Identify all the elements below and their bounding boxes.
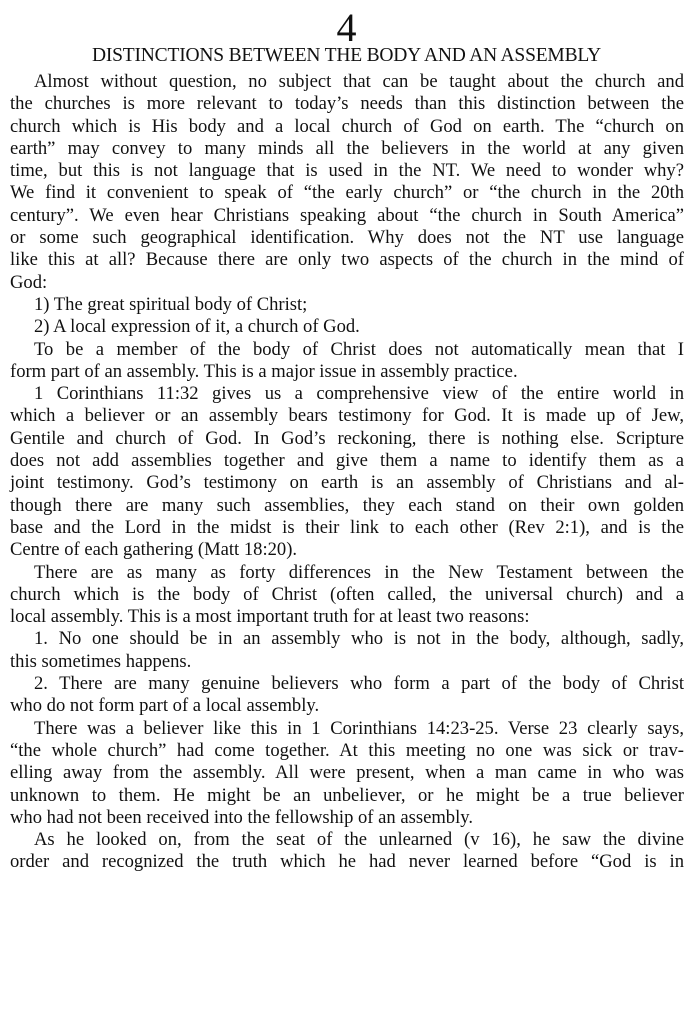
chapter-number: 4 [336, 5, 357, 50]
text-line: earth” may convey to many minds all the believers in the world at any given [10, 137, 684, 159]
text-line: elling away from the assembly. All were present, when a man came in who was [10, 762, 684, 784]
text-line: As he looked on, from the seat of the unlearned (v 16), he saw the divine [34, 829, 684, 851]
text-line: does not add assemblies together and give them a name to identify them as a [10, 450, 684, 472]
text-line: We find it convenient to speak of “the early church” or “the church in the 20th [10, 182, 684, 204]
text-line: 1 Corinthians 11:32 gives us a comprehensive view of the entire world in [34, 383, 684, 405]
text-line: base and the Lord in the midst is their link to each other (Rev 2:1), and is the [10, 516, 684, 538]
chapter-title: DISTINCTIONS BETWEEN THE BODY AND AN ASSEMBLY [91, 45, 602, 66]
text-line: To be a member of the body of Christ does not automatically mean that I [34, 338, 684, 360]
text-line: 2. There are many genuine believers who form a part of the body of Christ [34, 673, 684, 695]
text-line: like this at all? Because there are only two aspects of the church in the mind of [10, 249, 684, 271]
text-line: 1. No one should be in an assembly who is not in the body, although, sadly, [34, 628, 684, 650]
text-line: order and recognized the truth which he had never learned before “God is in [10, 851, 684, 873]
text-line: the churches is more relevant to today’s needs than this distinction between the [10, 93, 684, 115]
body-text [10, 71, 684, 874]
text-line: who do not form part of a local assembly. [10, 695, 320, 717]
text-line: God: [10, 271, 48, 293]
text-line: form part of an assembly. This is a major issue in assembly practice. [10, 360, 518, 382]
text-line: which a believer or an assembly bears testimony for God. It is made up of Jew, [10, 405, 684, 427]
text-line: or some such geographical identification. Why does not the NT use language [10, 227, 684, 249]
text-line: local assembly. This is a most important truth for at least two reasons: [10, 606, 530, 628]
text-line: 2) A local expression of it, a church of God. [34, 316, 360, 338]
text-line: century”. We even hear Christians speaking about “the church in South America” [10, 204, 684, 226]
text-line: unknown to them. He might be an unbeliever, or he might be a true believer [10, 784, 684, 806]
text-line: who had not been received into the fellowship of an assembly. [10, 806, 473, 828]
text-line: church which is the body of Christ (often called, the universal church) and a [10, 583, 684, 605]
text-line: time, but this is not language that is used in the NT. We need to wonder why? [10, 160, 684, 182]
text-line: There are as many as forty differences in the New Testament between the [34, 561, 684, 583]
text-line: There was a believer like this in 1 Corinthians 14:23-25. Verse 23 clearly says, [34, 717, 684, 739]
text-line: “the whole church” had come together. At this meeting no one was sick or trav- [10, 739, 684, 761]
text-line: 1) The great spiritual body of Christ; [34, 293, 308, 315]
text-line: though there are many such assemblies, they each stand on their own golden [10, 494, 684, 516]
text-line: Centre of each gathering (Matt 18:20). [10, 539, 298, 561]
text-line: Gentile and church of God. In God’s reckoning, there is nothing else. Scripture [10, 427, 684, 449]
text-line: Almost without question, no subject that can be taught about the church and [34, 71, 684, 92]
text-line: this sometimes happens. [10, 650, 192, 672]
text-line: joint testimony. God’s testimony on earth is an assembly of Christians and al- [10, 472, 684, 494]
text-line: church which is His body and a local church of God on earth. The “church on [10, 115, 684, 137]
